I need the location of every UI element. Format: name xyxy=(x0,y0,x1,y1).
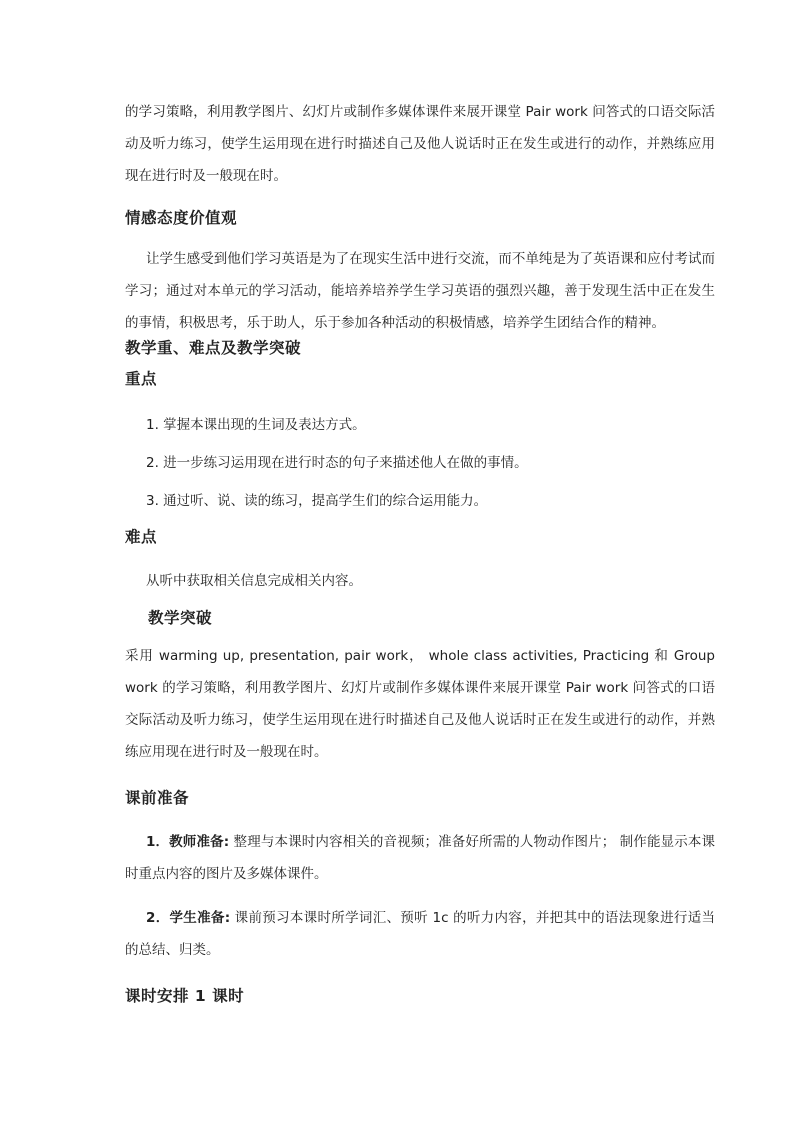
heading-focus: 重点 xyxy=(125,370,158,388)
focus-item-2: 2. 进一步练习运用现在进行时态的句子来描述他人在做的事情。 xyxy=(146,455,528,471)
prep-student-label: 2．学生准备: xyxy=(146,910,231,926)
difficulty-text: 从听中获取相关信息完成相关内容。 xyxy=(146,573,362,589)
focus-item-1: 1. 掌握本课出现的生词及表达方式。 xyxy=(146,417,366,433)
prep-teacher-text: 整理与本课时内容相关的音视频；准备好所需的人物动作图片； 制作能显示本课时重点内容的图片及多媒体课件。 xyxy=(125,834,715,882)
prep-student-text: 课前预习本课时所学词汇、预听 1c 的听力内容，并把其中的语法现象进行适当的总结、归类。 xyxy=(125,910,715,958)
values-paragraph: 让学生感受到他们学习英语是为了在现实生活中进行交流，而不单纯是为了英语课和应付考试而学习；通过对本单元的学习活动，能培养培养学生学习英语的强烈兴趣，善于发现生活中正在发生的事情，积极思考，乐于助人，乐于参加各种活动的积极情感，培养学生团结合作的精神。 xyxy=(125,251,715,331)
heading-key-points: 教学重、难点及教学突破 xyxy=(125,339,302,357)
heading-schedule: 课时安排 1 课时 xyxy=(125,987,245,1005)
heading-values: 情感态度价值观 xyxy=(125,209,238,227)
heading-preparation: 课前准备 xyxy=(125,789,190,807)
heading-breakthrough: 教学突破 xyxy=(148,609,213,627)
strategy-paragraph: 的学习策略，利用教学图片、幻灯片或制作多媒体课件来展开课堂 Pair work 问答式的口语交际活动及听力练习，使学生运用现在进行时描述自己及他人说话时正在发生或进行的动作，并熟练应用现在进行时及一般现在时。 xyxy=(125,104,715,184)
breakthrough-paragraph: 采用 warming up, presentation, pair work， whole class activities, Practicing 和 Group work 的学习策略，利用教学图片、幻灯片或制作多媒体课件来展开课堂 Pair work 问答式的口语交际活动及听力练习，使学生运用现在进行时描述自己及他人说话时正在发生或进行的动作，并熟练应用现在进行时及一般现在时。 xyxy=(125,648,715,760)
heading-difficulty: 难点 xyxy=(125,528,158,546)
prep-teacher-label: 1．教师准备: xyxy=(146,834,230,850)
focus-item-3: 3. 通过听、说、读的练习，提高学生们的综合运用能力。 xyxy=(146,493,488,509)
prep-student xyxy=(125,902,715,966)
prep-teacher xyxy=(125,826,715,890)
